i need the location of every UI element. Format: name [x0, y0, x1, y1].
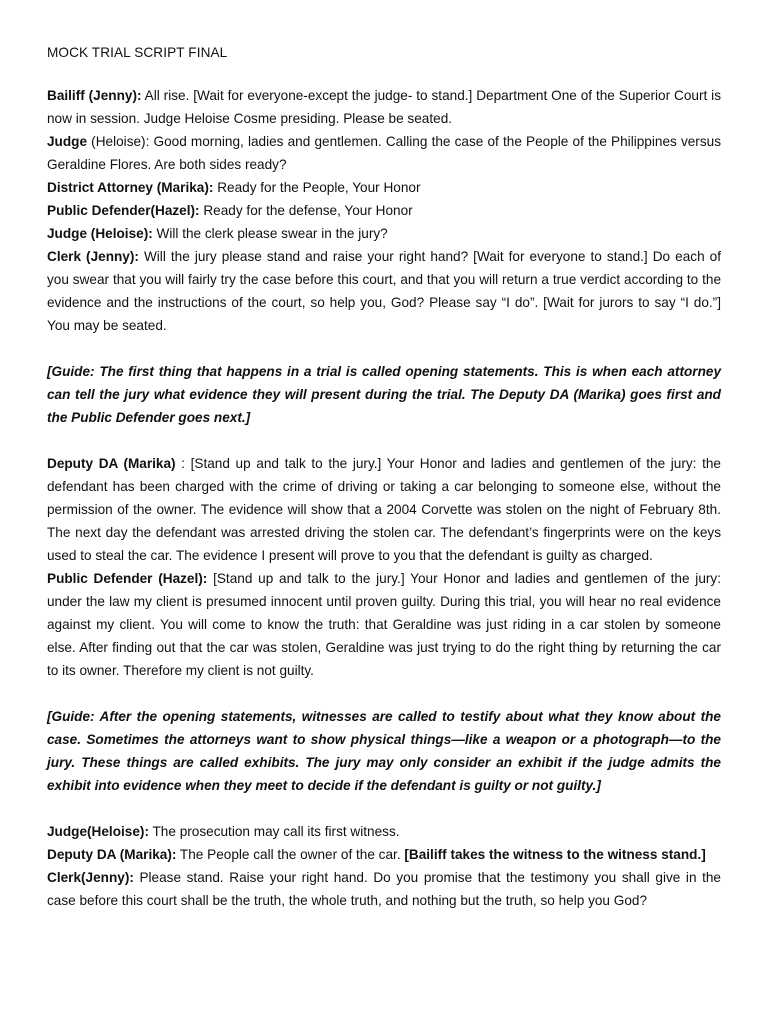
stage-direction: [Bailiff takes the witness to the witness stand.] [404, 847, 706, 862]
speaker-label: District Attorney (Marika): [47, 180, 214, 195]
speaker-label: Judge (Heloise): [47, 226, 153, 241]
script-line-judge-swear-jury [47, 222, 721, 245]
script-line-public-defender-opening [47, 567, 721, 682]
script-line-district-attorney [47, 176, 721, 199]
dialogue-text: Ready for the People, Your Honor [213, 180, 421, 195]
script-line-clerk-oath [47, 245, 721, 337]
script-line-deputy-da-call-owner [47, 843, 721, 866]
speaker-label: Judge(Heloise): [47, 824, 149, 839]
script-line-judge-opening [47, 130, 721, 176]
dialogue-text: The People call the owner of the car. [176, 847, 405, 862]
dialogue-text: : [Stand up and talk to the jury.] Your Honor and ladies and gentlemen of the jury: the defendant has been charged with the crime of driving or taking a car belonging to someone else, without the permission of the owner. The evidence will show that a 2004 Corvette was stolen on the night of February 8th. The next day the defendant was arrested driving the stolen car. The defendant’s fingerprints were on the keys used to steal the car. The evidence I present will prove to you that the defendant is guilty as charged. [47, 456, 721, 563]
script-line-judge-call-witness [47, 820, 721, 843]
speaker-label: Public Defender (Hazel): [47, 571, 208, 586]
guide-note-witnesses: [Guide: After the opening statements, witnesses are called to testify about what they know about the case. Sometimes the attorneys want to show physical things—like a weapon or a photograph—to the jury. These things are called exhibits. The jury may only consider an exhibit if the judge admits the exhibit into evidence when they meet to decide if the defendant is guilty or not guilty.] [47, 709, 721, 793]
dialogue-text: All rise. [Wait for everyone-except the judge- to stand.] Department One of the Superior Court is now in session. Judge Heloise Cosme presiding. Please be seated. [47, 88, 721, 126]
dialogue-text: [Stand up and talk to the jury.] Your Honor and ladies and gentlemen of the jury: under the law my client is presumed innocent until proven guilty. During this trial, you will hear no real evidence against my client. You will come to know the truth: that Geraldine was just riding in a car stolen by someone else. After finding out that the car was stolen, Geraldine was just trying to do the right thing by returning the car to its owner. Therefore my client is not guilty. [47, 571, 721, 678]
script-line-deputy-da-opening [47, 452, 721, 567]
dialogue-text: Will the jury please stand and raise your right hand? [Wait for everyone to stand.] Do each of you swear that you will fairly try the case before this court, and that you will return a true verdict according to the evidence and the instructions of the court, so help you, God? Please say “I do”. [Wait for jurors to say “I do.”] You may be seated. [47, 249, 722, 333]
speaker-label: Clerk (Jenny): [47, 249, 139, 264]
paragraph-spacer [47, 337, 721, 360]
document-page [47, 41, 721, 912]
speaker-label: Public Defender(Hazel): [47, 203, 200, 218]
speaker-label: Clerk(Jenny): [47, 870, 134, 885]
script-line-public-defender-ready [47, 199, 721, 222]
guide-note-opening-statements: [Guide: The first thing that happens in a trial is called opening statements. This is when each attorney can tell the jury what evidence they will present during the trial. The Deputy DA (Marika) goes first and the Public Defender goes next.] [47, 364, 721, 425]
speaker-label: Deputy DA (Marika): [47, 847, 177, 862]
script-line-bailiff-opening [47, 84, 721, 130]
script-line-clerk-witness-oath [47, 866, 721, 912]
dialogue-text: Ready for the defense, Your Honor [199, 203, 413, 218]
dialogue-text: The prosecution may call its first witness. [148, 824, 400, 839]
paragraph-spacer [47, 797, 721, 820]
speaker-label: Bailiff (Jenny): [47, 88, 142, 103]
paragraph-spacer [47, 429, 721, 452]
dialogue-text: (Heloise): Good morning, ladies and gentlemen. Calling the case of the People of the Philippines versus Geraldine Flores. Are both sides ready? [47, 134, 721, 172]
speaker-label: Judge [47, 134, 88, 149]
document-title: MOCK TRIAL SCRIPT FINAL [47, 45, 228, 60]
speaker-label: Deputy DA (Marika) [47, 456, 176, 471]
paragraph-spacer [47, 682, 721, 705]
dialogue-text: Will the clerk please swear in the jury? [152, 226, 388, 241]
dialogue-text: Please stand. Raise your right hand. Do you promise that the testimony you shall give in the case before this court shall be the truth, the whole truth, and nothing but the truth, so help you God? [47, 870, 721, 908]
